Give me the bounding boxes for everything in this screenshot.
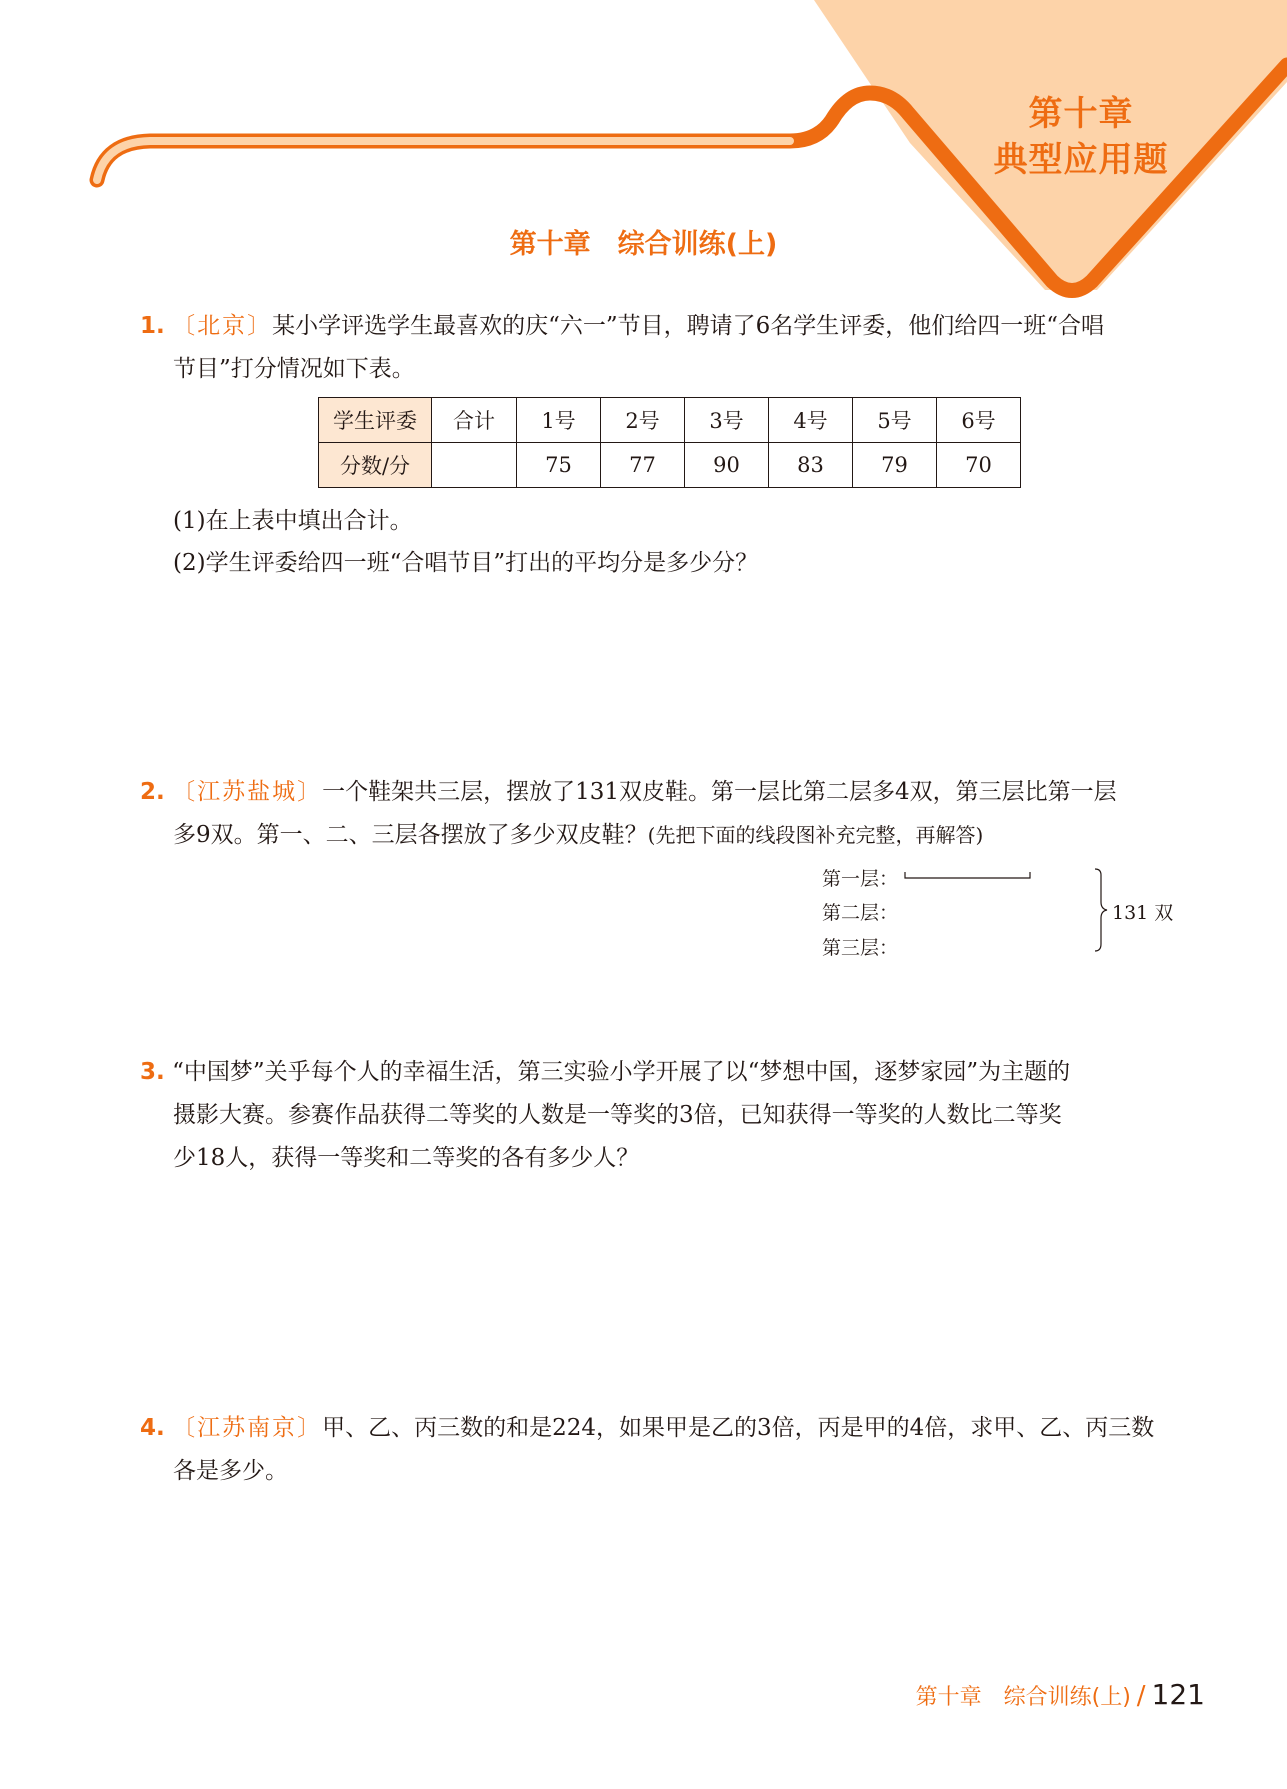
table-cell: 4号	[769, 398, 853, 443]
question-instruction: (先把下面的线段图补充完整，再解答)	[647, 823, 984, 847]
question-3	[140, 1051, 1180, 1180]
question-2-line-2	[140, 814, 1180, 857]
page-footer	[916, 1678, 1205, 1711]
layer-1-segment	[905, 872, 1030, 878]
question-number: 3.	[140, 1059, 165, 1085]
table-cell: 75	[517, 443, 601, 488]
table-cell: 6号	[937, 398, 1021, 443]
question-1-line-1	[140, 305, 1180, 348]
table-cell: 83	[769, 443, 853, 488]
table-cell: 77	[601, 443, 685, 488]
diagram-label-layer-3: 第三层：	[822, 937, 899, 959]
table-cell: 合计	[432, 398, 517, 443]
question-text: “中国梦”关乎每个人的幸福生活，第三实验小学开展了以“梦想中国，逐梦家园”为主题的	[172, 1059, 1071, 1085]
question-text: 一个鞋架共三层，摆放了131双皮鞋。第一层比第二层多4双，第三层比第一层	[322, 779, 1117, 805]
chapter-label: 第十章	[1028, 94, 1134, 134]
question-3-line-2: 摄影大赛。参赛作品获得二等奖的人数是一等奖的3倍，已知获得一等奖的人数比二等奖	[173, 1102, 1062, 1128]
chapter-topic: 典型应用题	[993, 140, 1169, 180]
question-4	[140, 1407, 1180, 1493]
footer-divider: /	[1136, 1681, 1146, 1711]
table-cell: 1号	[517, 398, 601, 443]
table-cell: 5号	[853, 398, 937, 443]
table-cell: 79	[853, 443, 937, 488]
diagram-total-label: 131 双	[1112, 902, 1174, 924]
question-4-line-2: 各是多少。	[173, 1458, 288, 1484]
diagram-label-layer-2: 第二层：	[822, 902, 899, 924]
table-row	[319, 443, 1021, 488]
page-number: 121	[1151, 1678, 1205, 1711]
table-cell: 3号	[685, 398, 769, 443]
question-number: 2.	[140, 779, 165, 805]
table-cell: 分数/分	[319, 443, 432, 488]
total-brace	[1095, 869, 1107, 951]
line-segment-diagram	[900, 864, 1130, 956]
question-2-line-1	[140, 771, 1180, 814]
question-3-line-3: 少18人，获得一等奖和二等奖的各有多少人？	[173, 1145, 640, 1171]
table-cell: 70	[937, 443, 1021, 488]
question-1-line-2: 节目”打分情况如下表。	[173, 356, 415, 382]
sub-question-2: (2)学生评委给四一班“合唱节目”打出的平均分是多少分？	[173, 550, 759, 576]
question-source: 〔江苏盐城〕	[172, 779, 323, 805]
table-cell: 学生评委	[319, 398, 432, 443]
diagram-label-layer-1: 第一层：	[822, 868, 899, 890]
question-1	[140, 305, 1180, 391]
footer-section: 第十章 综合训练(上)	[915, 1685, 1131, 1710]
table-cell: 90	[685, 443, 769, 488]
question-source: 〔北京〕	[172, 313, 273, 339]
question-text: 甲、乙、丙三数的和是224，如果甲是乙的3倍，丙是甲的4倍，求甲、乙、丙三数	[322, 1415, 1155, 1441]
total-blank-cell	[432, 443, 517, 488]
question-2	[140, 771, 1180, 857]
question-text: 多9双。第一、二、三层各摆放了多少双皮鞋？	[173, 822, 648, 848]
question-source: 〔江苏南京〕	[172, 1415, 323, 1441]
page-title: 第十章 综合训练(上)	[509, 229, 778, 260]
table-header-row	[319, 398, 1021, 443]
score-table	[318, 397, 1021, 488]
question-text: 某小学评选学生最喜欢的庆“六一”节目，聘请了6名学生评委，他们给四一班“合唱	[272, 313, 1104, 339]
question-number: 1.	[140, 313, 165, 339]
question-number: 4.	[140, 1415, 165, 1441]
table-cell: 2号	[601, 398, 685, 443]
question-3-line-1	[140, 1051, 1180, 1094]
question-4-line-1	[140, 1407, 1180, 1450]
sub-question-1: (1)在上表中填出合计。	[173, 508, 413, 534]
